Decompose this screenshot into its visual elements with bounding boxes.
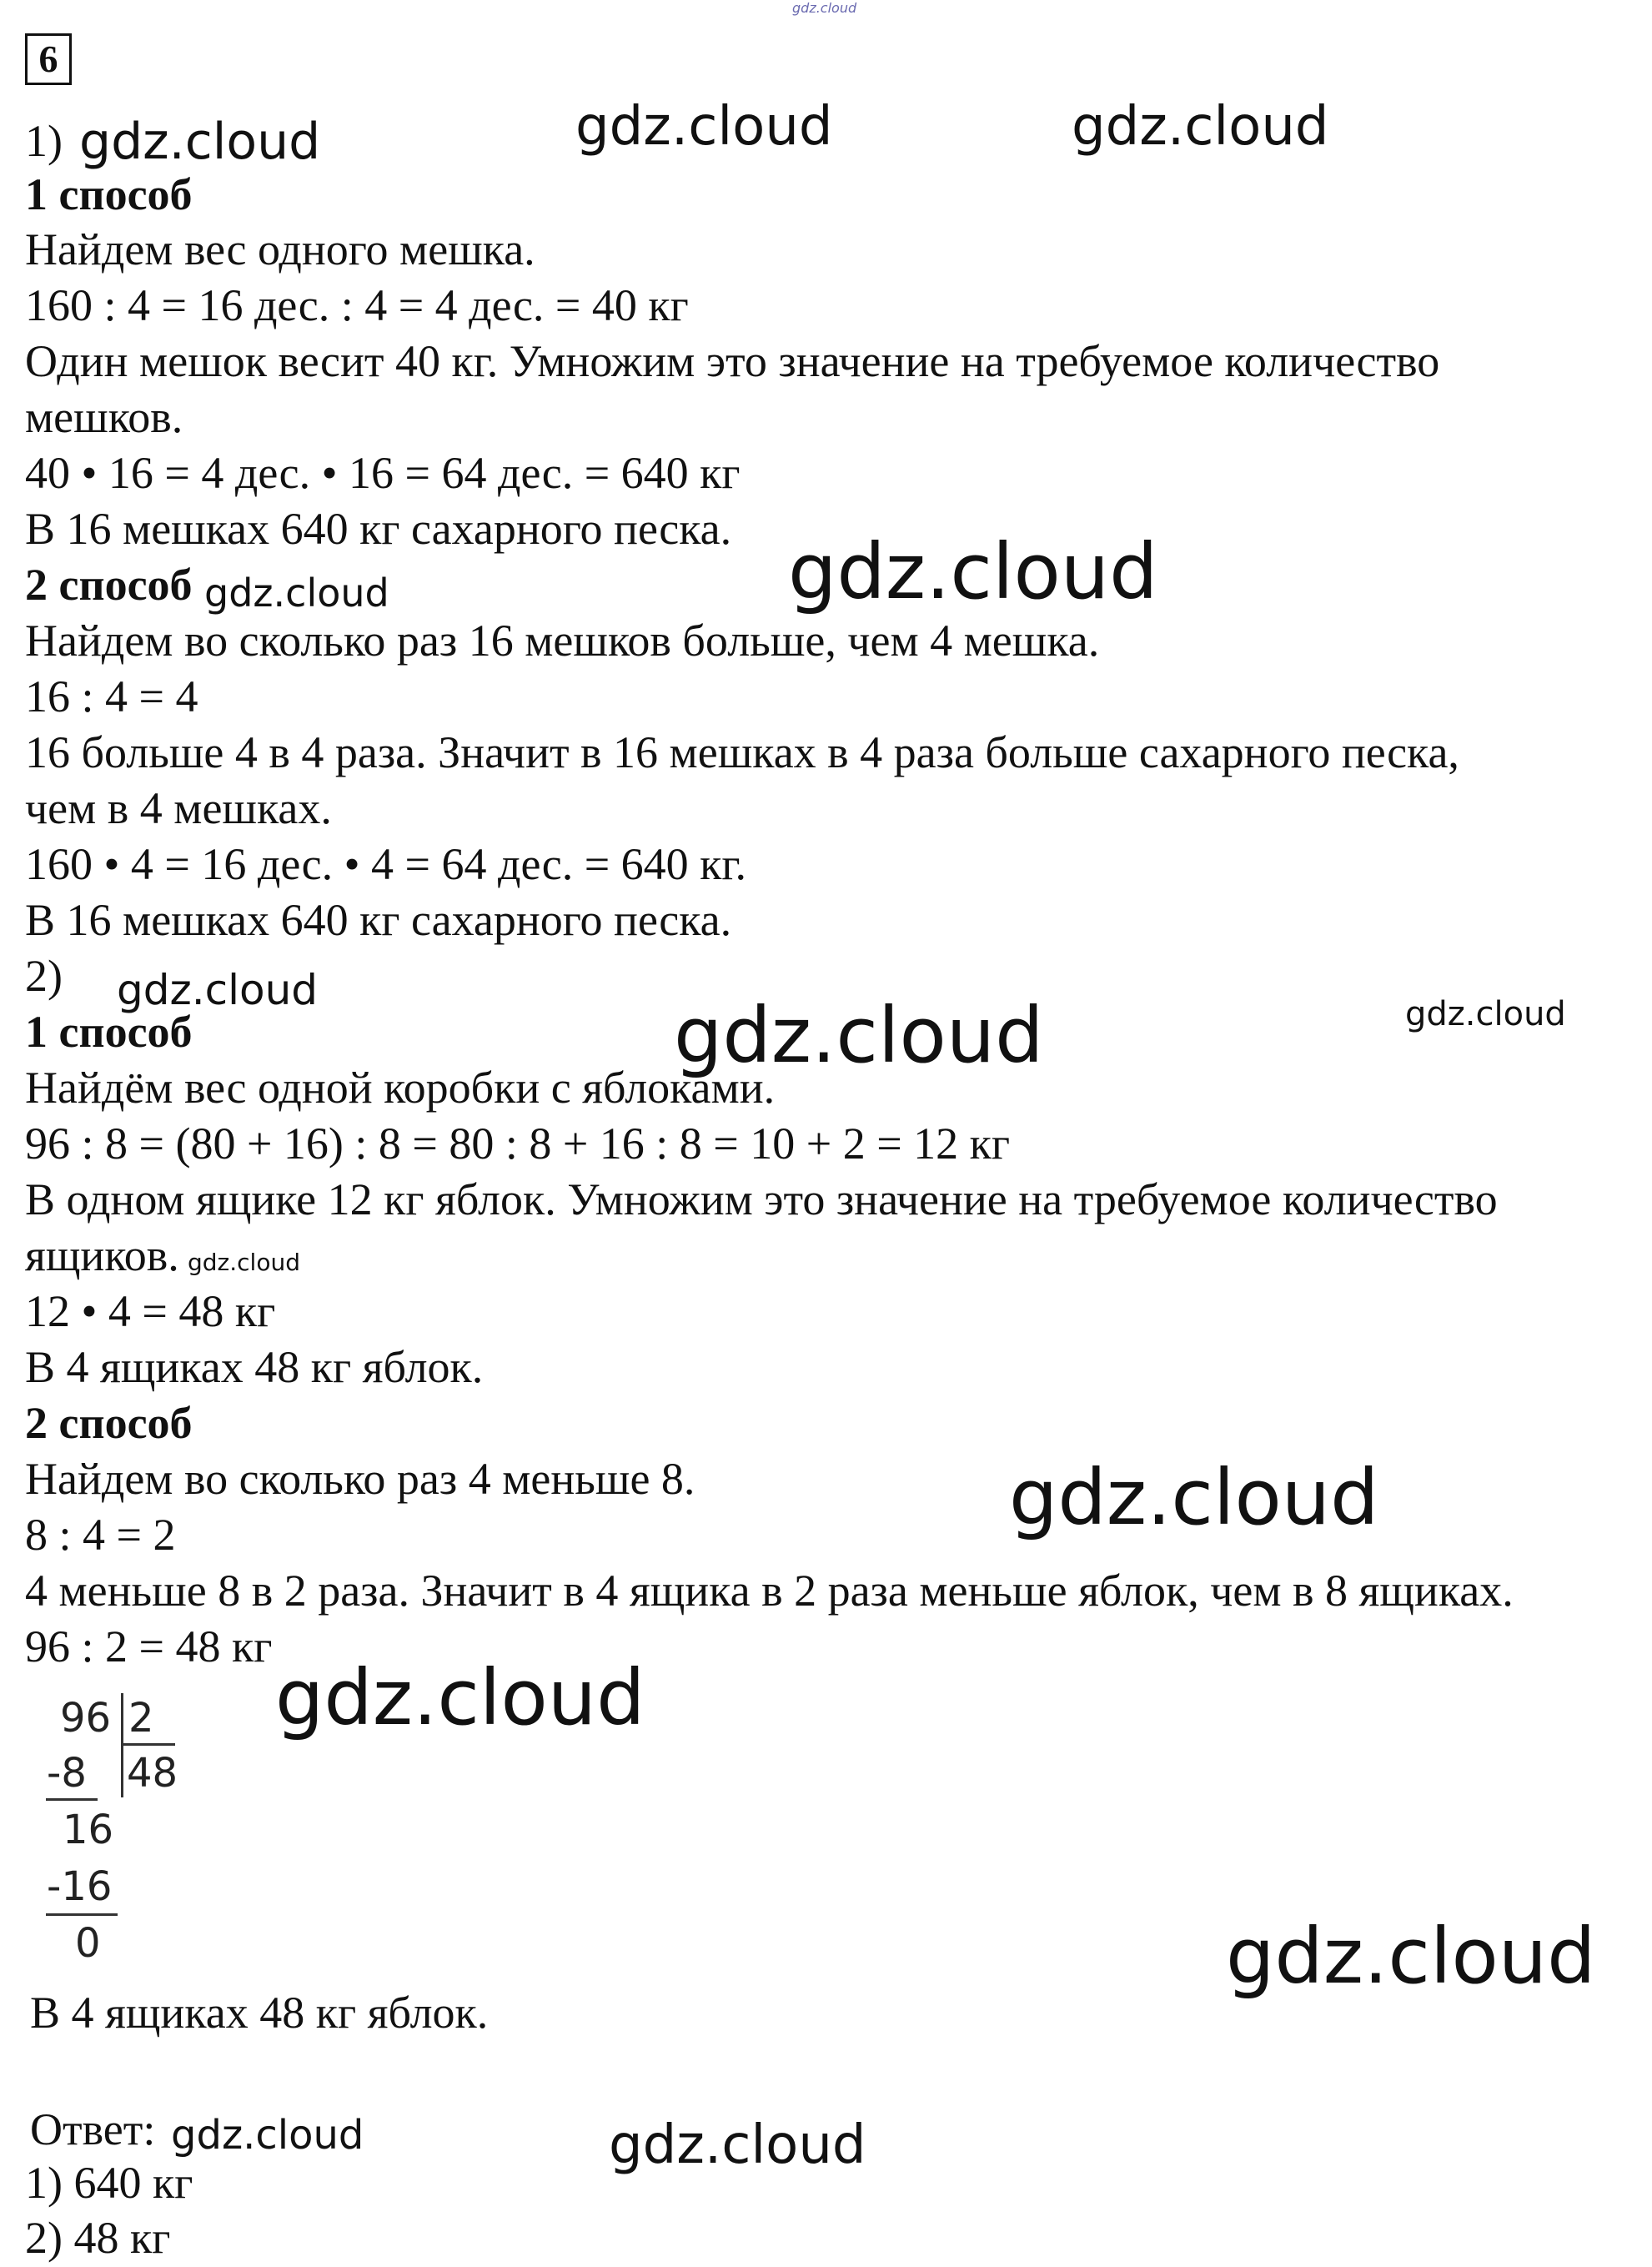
watermark: gdz.cloud — [1405, 995, 1566, 1033]
watermark: gdz.cloud — [171, 2112, 364, 2159]
part2-method1-title: 1 способ — [25, 1007, 193, 1057]
part1-method2-line: чем в 4 мешках. — [25, 783, 332, 833]
watermark: gdz.cloud — [609, 2114, 866, 2176]
part1-method1-line: мешков. — [25, 392, 183, 442]
watermark: gdz.cloud — [1072, 96, 1329, 158]
watermark: gdz.cloud — [79, 113, 321, 171]
part2-conclusion: В 4 ящиках 48 кг яблок. — [30, 1988, 489, 2038]
division-step2-rem: 16 — [63, 1807, 114, 1853]
division-quotient-line — [121, 1743, 175, 1746]
part1-method2-line: В 16 мешках 640 кг сахарного песка. — [25, 895, 732, 945]
division-step1-sub: -8 — [47, 1750, 87, 1797]
part2-method2-line: Найдем во сколько раз 4 меньше 8. — [25, 1454, 695, 1504]
part2-method2-line: 8 : 4 = 2 — [25, 1510, 176, 1560]
division-step2-sub: -16 — [47, 1863, 113, 1910]
division-step1-line — [46, 1798, 98, 1801]
watermark-top: gdz.cloud — [792, 0, 857, 16]
division-divisor: 2 — [128, 1695, 154, 1742]
division-remainder: 0 — [75, 1920, 101, 1967]
division-dividend: 96 — [60, 1695, 112, 1742]
part2-method2-title: 2 способ — [25, 1398, 193, 1448]
part1-method1-line: В 16 мешках 640 кг сахарного песка. — [25, 504, 732, 554]
part2-label: 2) — [25, 951, 63, 1001]
part2-method2-line: 4 меньше 8 в 2 раза. Значит в 4 ящика в 2 раза меньше яблок, чем в 8 ящиках. — [25, 1566, 1514, 1616]
watermark: gdz.cloud — [788, 527, 1158, 616]
watermark: gdz.cloud — [575, 96, 833, 158]
answer-item: 1) 640 кг — [25, 2158, 193, 2208]
part1-method1-line: Найдем вес одного мешка. — [25, 224, 535, 274]
part2-method2-line: 96 : 2 = 48 кг — [25, 1621, 273, 1671]
part1-method1-title: 1 способ — [25, 169, 193, 219]
part1-method2-title: 2 способ — [25, 560, 193, 610]
part1-method1-line: 40 • 16 = 4 дес. • 16 = 64 дес. = 640 кг — [25, 448, 741, 498]
answer-title: Ответ: — [30, 2104, 156, 2154]
part1-method2-line: 160 • 4 = 16 дес. • 4 = 64 дес. = 640 кг. — [25, 839, 746, 889]
part2-method1-line: 96 : 8 = (80 + 16) : 8 = 80 : 8 + 16 : 8 = 10 + 2 = 12 кг — [25, 1118, 1011, 1169]
watermark: gdz.cloud — [204, 571, 389, 616]
part1-method2-line: Найдем во сколько раз 16 мешков больше, чем 4 мешка. — [25, 616, 1100, 666]
watermark: gdz.cloud — [117, 966, 319, 1014]
part1-method1-line: Один мешок весит 40 кг. Умножим это значение на требуемое количество — [25, 336, 1440, 386]
long-division — [42, 1693, 208, 1977]
part2-method1-line: ящиков. — [25, 1230, 179, 1280]
watermark: gdz.cloud — [674, 991, 1044, 1080]
answer-item: 2) 48 кг — [25, 2213, 171, 2263]
division-quotient: 48 — [127, 1750, 178, 1797]
task-number-box: 6 — [25, 33, 72, 85]
part2-method1-line: Найдём вес одной коробки с яблоками. — [25, 1063, 776, 1113]
watermark: gdz.cloud — [1226, 1912, 1596, 2001]
division-step2-line — [46, 1913, 118, 1916]
part1-method1-line: 160 : 4 = 16 дес. : 4 = 4 дес. = 40 кг — [25, 280, 689, 330]
part2-method1-line: 12 • 4 = 48 кг — [25, 1286, 276, 1336]
watermark: gdz.cloud — [275, 1653, 645, 1742]
part2-method1-line: В одном ящике 12 кг яблок. Умножим это значение на требуемое количество — [25, 1174, 1498, 1224]
part1-method2-line: 16 : 4 = 4 — [25, 671, 198, 721]
part1-label: 1) — [25, 116, 63, 166]
watermark: gdz.cloud — [188, 1249, 300, 1276]
part2-method1-line: В 4 ящиках 48 кг яблок. — [25, 1342, 484, 1392]
part1-method2-line: 16 больше 4 в 4 раза. Значит в 16 мешках в 4 раза больше сахарного песка, — [25, 727, 1459, 777]
watermark: gdz.cloud — [1009, 1453, 1379, 1542]
